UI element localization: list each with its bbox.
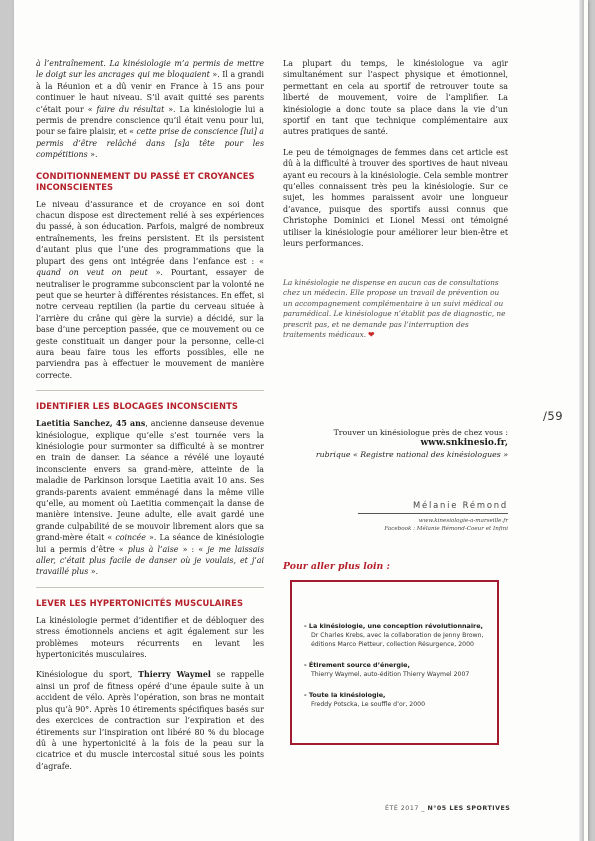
finder-rubric: rubrique « Registre national des kinésiologues » [315,450,508,460]
page-number: /59 [543,409,564,423]
reference-title: - Toute la kinésiologie, [304,691,386,700]
text-run: Le niveau d’assurance et de croyance en soi dont chacun dispose est directement relié à ses expériences du passé, à son éducation. Parfois, malgré de nombreux entraînements, les freins persistent. Et ils persistent d’autant plus que l’une des programmations que la plupart des gens ont intégrée dans l’enfance est : « [36,199,264,266]
reference-title: - Étirement source d’énergie, [304,661,410,670]
right-column [283,58,508,745]
heading-blocages: IDENTIFIER LES BLOCAGES INCONSCIENTS [36,401,239,412]
finder-block [283,427,508,460]
reference-detail: Dr Charles Krebs, avec la collaboration de Jenny Brown, éditions Marco Pietteur, collection Résurgence, 2000 [311,632,484,649]
text-run: » : « [178,544,208,554]
text-run: ». La séance de kinésiologie lui a permis d’être « [36,533,264,554]
page-edge [579,0,584,841]
text-run: ». Pourtant, essayer de neutraliser le programme subconscient par la volonté ne peut que se heurter à différentes résistances. En effet, si notre cerveau reptilien (la partie du cerveau située à l’arrière du crâne qui gère la survie) a décidé, sur la base d’une perception passée, que ce mouvement ou ce geste constituait un danger pour la personne, celle-ci aura beau faire tous les efforts possibles, elle ne parviendra pas à effectuer le mouvement de manière correcte. [36,268,264,380]
text-run: quand on veut on peut [36,268,148,278]
paragraph-intro [36,58,264,161]
text-run: se rappelle ainsi un prof de fitness opéré d’une épaule suite à un accident de vélo. Après l’opération, son bras ne montait plus qu’à 90°. Après 10 étirements spécifiques basés sur des exercices de contraction sur l’expiration et des étirements sur l’inspiration ont libéré 80 % du blocage dû à une hypertonicité à la fois de la peau sur la cicatrice et du muscle intercostal situé sous les points d’agrafe. [36,670,265,771]
text-run: Laetitia Sanchez, 45 ans [36,419,146,429]
left-column [36,58,264,781]
reference-detail: Freddy Potscka, Le souffle d’or, 2000 [311,701,426,709]
paragraph-hypertonicites [36,615,264,661]
disclaimer-text: La kinésiologie ne dispense en aucun cas de consultations chez un médecin. Elle propose un travail de prévention ou un accompagnement complémentaire à un suivi médical ou paramédical. Le kinésiologue n’établit pas de diagnostic, ne prescrit pas, et ne demande pas l’interruption des traitements médicaux. [283,277,506,340]
reference-detail: Thierry Waymel, auto-édition Thierry Waymel 2007 [311,671,470,679]
text-run: La kinésiologie permet d’identifier et de débloquer des stress émotionnels anciens et agit également sur les problèmes moteurs récurrents en levant les hypertonicités musculaires. [36,615,264,660]
magazine-page [14,0,588,841]
text-run: ». [87,150,98,160]
paragraph-temoignages: Le peu de témoignages de femmes dans cet article est dû à la difficulté à trouver des sportives de haut niveau ayant eu recours à la kinésiologie. Cela semble montrer qu’elles connaissent très peu la kinésiologie. Sur ce sujet, les hommes paraissent avoir une longueur d’avance, puisque des sportifs aussi connus que Christophe Dominici et Lionel Messi ont témoigné utiliser la kinésiologie pour améliorer leur bien-être et leurs performances. [283,147,508,249]
reference-item [304,691,489,709]
finder-line: Trouver un kinésiologue près de chez vous : [333,428,508,438]
reference-item [304,622,489,649]
author-name: Mélanie Rémond [413,500,508,511]
text-run: faire du résultat [96,104,165,114]
finder-url-link[interactable]: www.snkinesio.fr, [420,438,508,449]
text-run: Kinésiologue du sport, [36,670,139,680]
text-run: à l’entraînement. La kinésiologie m’a permis de mettre le doigt sur les ancrages qui me bloquaient [36,59,264,80]
text-run: cette prise de conscience [lui] a permis d’être relâché dans [s]a tête pour les compétitions [36,127,264,160]
text-run: Thierry Waymel [138,670,211,680]
reference-item [304,661,489,679]
paragraph-waymel [36,669,264,772]
author-website-link[interactable]: www.kinesiologie-a-marseille.fr [418,518,508,525]
heading-conditionnement: CONDITIONNEMENT DU PASSÉ ET CROYANCES INCONSCIENTES [36,170,255,192]
paragraph-conditionnement [36,199,264,382]
page-footer [385,805,510,812]
text-run: coincée [115,533,146,543]
footer-season: ÉTÉ 2017 _ [385,805,428,812]
text-run: ». La kinésiologie lui a permis de prendre conscience qu’il était venu pour lui, pour se faire plaisir, et « [36,104,264,137]
text-run: ». Il a grandi à la Réunion et a dû venir en France à 15 ans pour continuer le haut niveau. S’il avait quitté ses parents c’était pour « [36,70,264,114]
text-run: , ancienne danseuse devenue kinésiologue, explique qu’elle s’est tournée vers la kinésiologie pour surmonter sa difficulté à se montrer en train de danser. La séance a révélé une loyauté inconsciente envers sa grand-mère, atteinte de la maladie de Parkinson lorsque Laetitia avait 10 ans. Ses grands-parents avaient emménagé dans la même ville qu’elle, au moment où Laetitia commençait la danse de manière intensive. Jeune adulte, elle avait gardé une grande culpabilité de se mouvoir librement alors que sa grand-mère était « [36,419,264,543]
text-run: plus à l’aise [127,544,179,554]
footer-issue: N°05 LES SPORTIVES [427,805,511,812]
author-rule [358,513,508,514]
reference-title: - La kinésiologie, une conception révolutionnaire, [304,622,483,631]
section-divider [36,587,264,588]
heart-icon: ❤ [368,330,375,340]
section-divider [36,390,264,391]
further-reading-title: Pour aller plus loin : [283,561,390,573]
heading-hypertonicites: LEVER LES HYPERTONICITÉS MUSCULAIRES [36,597,244,608]
text-run: ». [88,567,99,577]
author-block [283,500,508,533]
text-run: je me laissais aller, c’était plus facile de danser où je voulais, et j’ai travaillé plus [36,544,265,577]
paragraph-plupart: La plupart du temps, le kinésiologue va agir simultanément sur l’aspect physique et émotionnel, permettant en cela au sportif de retrouver toute sa liberté de mouvement, voire de l’amplifier. La kinésiologie a donc toute sa place dans la vie d’un sportif en tant que technique complémentaire aux autres pratiques de santé. [283,59,508,137]
author-facebook: Facebook : Mélanie Rémond-Coeur et Infini [384,526,508,533]
medical-disclaimer [283,278,508,342]
paragraph-laetitia [36,418,264,578]
further-reading-box [290,580,499,745]
